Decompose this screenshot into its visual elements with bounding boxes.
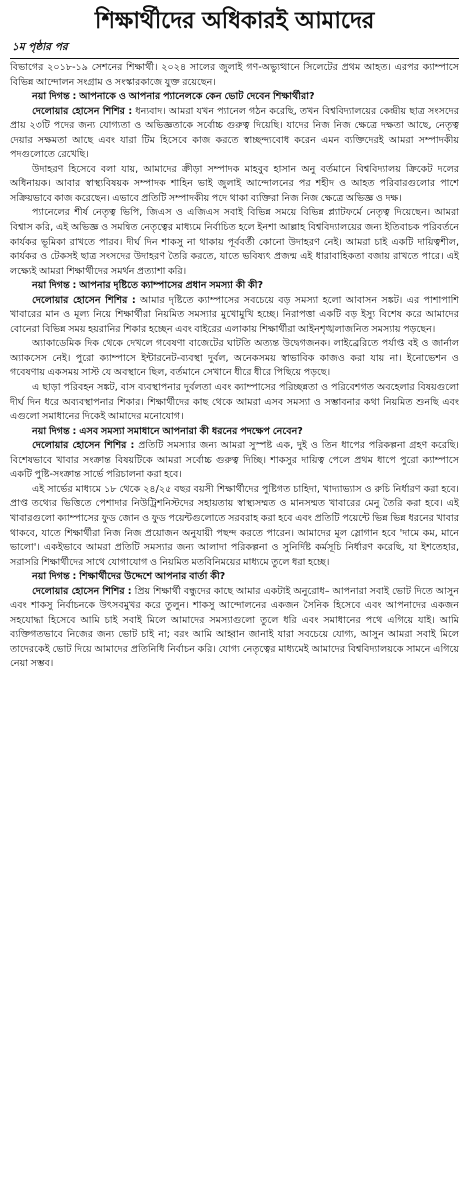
answer: দেলোয়ার হোসেন শিশির : প্রতিটি সমস্যার জন্য আমরা সুস্পষ্ট এক, দুই ও তিন ধাপের পরিকল্পনা গ্রহণ করেছি। বিশেষভাবে খাবার সংক্রান্ত বিষয়টিকে আমরা সর্বোচ্চ গুরুত্ব দিচ্ছি। শাকসুর দায়িত্ব পেলে প্রথম ধাপে পুরো ক্যাম্পাসে একটি পুষ্টি-সংক্রান্ত সার্ভে পরিচালনা করা হবে। bbox=[10, 440, 459, 481]
answer: দেলোয়ার হোসেন শিশির : আমার দৃষ্টিতে ক্যাম্পাসের সবচেয়ে বড় সমস্যা হলো আবাসন সঙ্কট। এর পাশাপাশি খাবারের মান ও মূল্য নিয়ে শিক্ষার্থীরা নিয়মিত সমস্যার মুখোমুখি হচ্ছে। নিরাপত্তা একটি বড় ইস্যু বিশেষ করে আমাদের বোনেরা বিভিন্ন সময় হয়রানির শিকার হচ্ছেন এবং বাইরের এলাকায় শিক্ষার্থীরা আইনশৃঙ্খলাজনিত সমস্যায় পড়ছেন। bbox=[10, 294, 459, 335]
speaker-label: দেলোয়ার হোসেন শিশির : bbox=[32, 585, 132, 597]
question: নয়া দিগন্ত : এসব সমস্যা সমাধানে আপনারা কী ধরনের পদক্ষেপ নেবেন? bbox=[32, 425, 303, 437]
paragraph: এই সার্ভের মাধ্যমে ১৮ থেকে ২৪/২৫ বছর বয়সী শিক্ষার্থীদের পুষ্টিগত চাহিদা, খাদ্যাভ্যাস ও রুচি নির্ধারণ করা হবে। প্রাপ্ত তথ্যের ভিত্তিতে পেশাদার নিউট্রিশনিস্টদের সহায়তায় স্বাস্থ্যসম্মত ও মানসম্মত খাবারের মেনু তৈরি করা হবে। এই খাবারগুলো ক্যাম্পাসের ফুড জোন ও ফুড পয়েন্টগুলোতে সরবরাহ করা হবে এবং প্রতিটি পয়েন্টে ভিন্ন ভিন্ন ধরনের খাবার থাকবে, যাতে শিক্ষার্থীরা নিজ নিজ প্রয়োজন অনুযায়ী পছন্দ করতে পারেন। আমাদের মূল স্লোগান হবে 'দামে কম, মানে ভালো'। একইভাবে আমরা প্রতিটি সমস্যার জন্য আলাদা পরিকল্পনা ও সুনির্দিষ্ট কর্মসূচি নির্ধারণ করেছি, যা ইশতেহার, সরাসরি শিক্ষার্থীদের সাথে যোগাযোগ ও নিয়মিত মতবিনিময়ের মাধ্যমে তুলে ধরা হচ্ছে। bbox=[10, 483, 459, 568]
question: নয়া দিগন্ত : শিক্ষার্থীদের উদ্দেশে আপনার বার্তা কী? bbox=[32, 571, 226, 583]
answer: দেলোয়ার হোসেন শিশির : ধন্যবাদ। আমরা যখন প্যানেল গঠন করেছি, তখন বিশ্ববিদ্যালয়ের কেন্দ্রীয় ছাত্র সংসদের প্রায় ২৩টি পদের জন্য যোগ্যতা ও অভিজ্ঞতাকে সর্বোচ্চ গুরুত্ব দিয়েছি। যাদের নিজ নিজ ক্ষেত্রে দক্ষতা আছে, নেতৃত্ব দেয়ার সক্ষমতা আছে এবং যারা টিম হিসেবে কাজ করতে স্বাচ্ছন্দ্যবোধ করেন এমন ব্যক্তিদেরই আমরা সম্পাদকীয় পদগুলোতে রেখেছি। bbox=[10, 105, 459, 161]
divider bbox=[10, 58, 459, 59]
paragraph: এ ছাড়া পরিবহন সঙ্কট, বাস ব্যবস্থাপনার দুর্বলতা এবং ক্যাম্পাসের পরিচ্ছন্নতা ও পরিবেশগত অবহেলার বিষয়গুলো দীর্ঘ দিন ধরে অব্যবস্থাপনার শিকার। শিক্ষার্থীদের কাছ থেকে আমরা এসব সমস্যা ও সম্ভাবনার কথা নিয়মিত শুনছি এবং এগুলো সমাধানের দিকেই আমাদের মনোযোগ। bbox=[10, 382, 459, 423]
speaker-label: নয়া দিগন্ত : bbox=[32, 91, 77, 103]
paragraph: অ্যাকাডেমিক দিক থেকে দেখলে গবেষণা বাজেটের ঘাটতি অত্যন্ত উদ্বেগজনক। লাইব্রেরিতে পর্যাপ্ত বই ও জার্নাল অ্যাকসেস নেই। পুরো ক্যাম্পাসে ইন্টারনেট-ব্যবস্থা দুর্বল, অনেকসময় স্বাভাবিক কাজও করা যায় না। ইনোভেশন ও গবেষণায় একসময় সাস্ট যে অবস্থানে ছিল, বর্তমানে সেখানে ধীরে ধীরে পিছিয়ে পড়ছে। bbox=[10, 338, 459, 379]
paragraph: প্যানেলের শীর্ষ নেতৃত্ব ভিপি, জিএস ও এজিএস সবাই বিভিন্ন সময়ে বিভিন্ন প্ল্যাটফর্মে নেতৃত্ব দিয়েছেন। আমরা বিশ্বাস করি, এই অভিজ্ঞ ও সমন্বিত নেতৃত্বের মাধ্যমে নির্বাচিত হলে ইনশা আল্লাহ বিশ্ববিদ্যালয়ের জন্য ইতিবাচক পরিবর্তনে কার্যকর ভূমিকা রাখতে পারব। দীর্ঘ দিন শাকসু না থাকায় পূর্ববর্তী কোনো উদাহরণ নেই। আমরা চাই একটি দায়িত্বশীল, কার্যকর ও টেকসই ছাত্র সংসদের উদাহরণ তৈরি করতে, যাতে ভবিষ্যৎ প্রজন্ম এই ধারাবাহিকতা বজায় রাখতে পারে। এই লক্ষ্যেই আমরা শিক্ষার্থীদের সমর্থন প্রত্যাশা করি। bbox=[10, 207, 459, 277]
answer: দেলোয়ার হোসেন শিশির : প্রিয় শিক্ষার্থী বন্ধুদের কাছে আমার একটাই অনুরোধ– আপনারা সবাই ভোট দিতে আসুন এবং শাকসু নির্বাচনকে উৎসবমুখর করে তুলুন। শাকসু আন্দোলনের একজন সৈনিক হিসেবে এবং আপনাদের একজন সহযোদ্ধা হিসেবে আমি চাই সবাই মিলে আমাদের সমস্যাগুলো তুলে ধরি এবং সমাধানের পথে এগিয়ে যাই। আমি ব্যক্তিগতভাবে নিজের জন্য ভোট চাই না; বরং আমি আহ্বান জানাই যারা সবচেয়ে যোগ্য, আসুন আমরা সবাই মিলে তাদেরকেই ভোট দিয়ে আমাদের প্রতিনিধি নির্বাচন করি। যোগ্য নেতৃত্বের মাধ্যমেই আমাদের বিশ্ববিদ্যালয়কে সামনে এগিয়ে নেয়া সম্ভব। bbox=[10, 585, 460, 670]
paragraph: বিভাগের ২০১৮-১৯ সেশনের শিক্ষার্থী। ২০২৪ সালের জুলাই গণ-অভ্যুত্থানে সিলেটের প্রথম আহত। এরপর ক্যাম্পাসে বিভিন্ন আন্দোলন সংগ্রাম ও সংস্কারকাজে যুক্ত রয়েছেন। bbox=[10, 62, 459, 88]
continued-marker: ১ম পৃষ্ঠার পর bbox=[12, 41, 68, 53]
paragraph: উদাহরণ হিসেবে বলা যায়, আমাদের ক্রীড়া সম্পাদক মাহবুব হাসান অনু বর্তমানে বিশ্ববিদ্যালয় ক্রিকেট দলের অধিনায়ক। আবার স্বাস্থ্যবিষয়ক সম্পাদক শাহিন ভাই জুলাই আন্দোলনের পর শহীদ ও আহত পরিবারগুলোর পাশে সক্রিয়ভাবে কাজ করেছেন। এভাবে প্রতিটি সম্পাদকীয় পদে থাকা ব্যক্তিরা নিজ নিজ ক্ষেত্রে অভিজ্ঞ ও দক্ষ। bbox=[10, 163, 459, 204]
article-body bbox=[10, 61, 459, 672]
speaker-label: নয়া দিগন্ত : bbox=[32, 571, 77, 583]
speaker-label: দেলোয়ার হোসেন শিশির : bbox=[32, 294, 136, 306]
question: নয়া দিগন্ত : আপনার দৃষ্টিতে ক্যাম্পাসের প্রধান সমস্যা কী কী? bbox=[32, 280, 264, 292]
speaker-label: দেলোয়ার হোসেন শিশির : bbox=[32, 440, 135, 452]
question: নয়া দিগন্ত : আপনাকে ও আপনার প্যানেলকে কেন ভোট দেবেন শিক্ষার্থীরা? bbox=[32, 91, 315, 103]
speaker-label: নয়া দিগন্ত : bbox=[32, 425, 77, 437]
speaker-label: দেলোয়ার হোসেন শিশির : bbox=[32, 105, 133, 117]
speaker-label: নয়া দিগন্ত : bbox=[32, 280, 77, 292]
headline: শিক্ষার্থীদের অধিকারই আমাদের bbox=[94, 8, 375, 34]
